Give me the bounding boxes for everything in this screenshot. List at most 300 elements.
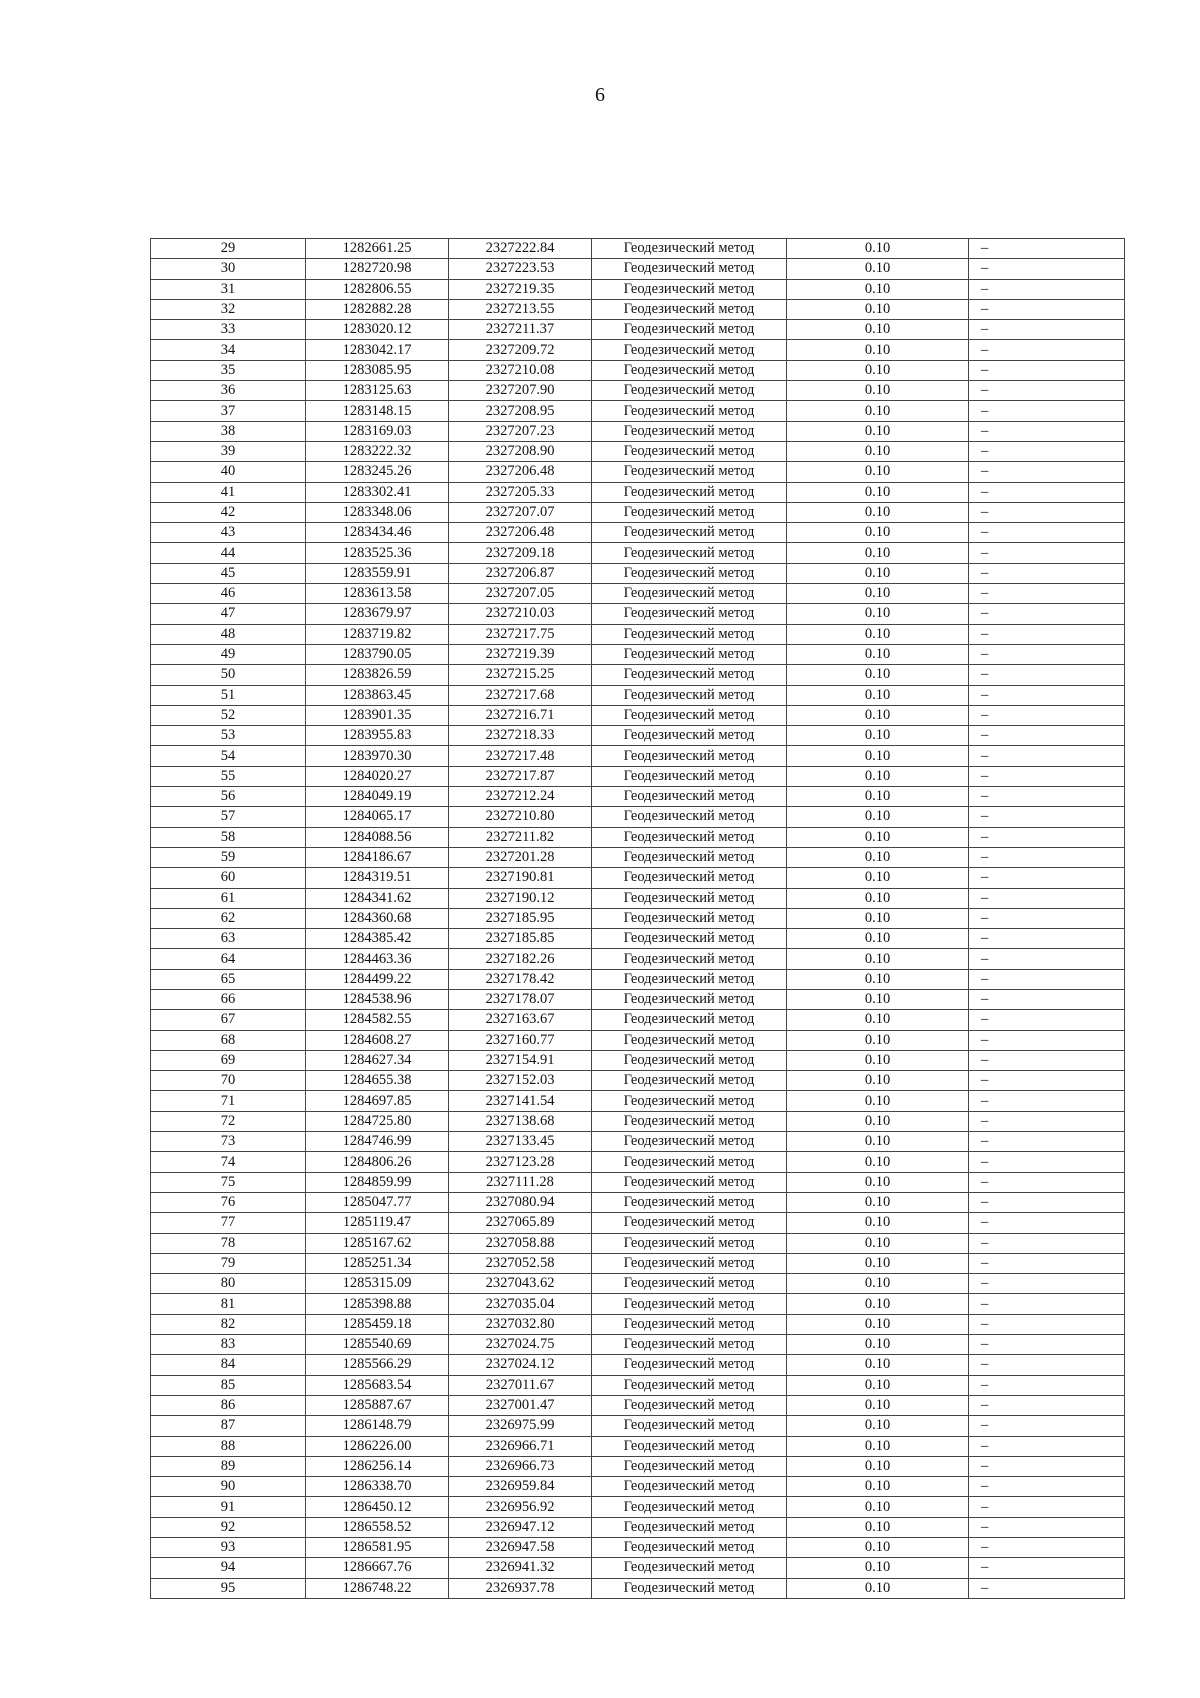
point-number-cell: 29 xyxy=(151,239,306,259)
point-number-cell: 87 xyxy=(151,1416,306,1436)
method-cell: Геодезический метод xyxy=(592,1375,787,1395)
description-cell: – xyxy=(969,320,1125,340)
accuracy-cell: 0.10 xyxy=(787,320,969,340)
description-cell: – xyxy=(969,360,1125,380)
method-cell: Геодезический метод xyxy=(592,685,787,705)
y-coordinate-cell: 2327207.07 xyxy=(449,502,592,522)
point-number-cell: 39 xyxy=(151,441,306,461)
y-coordinate-cell: 2327206.48 xyxy=(449,462,592,482)
point-number-cell: 38 xyxy=(151,421,306,441)
accuracy-cell: 0.10 xyxy=(787,1192,969,1212)
description-cell: – xyxy=(969,665,1125,685)
point-number-cell: 45 xyxy=(151,563,306,583)
x-coordinate-cell: 1283148.15 xyxy=(306,401,449,421)
accuracy-cell: 0.10 xyxy=(787,1436,969,1456)
accuracy-cell: 0.10 xyxy=(787,1030,969,1050)
x-coordinate-cell: 1284538.96 xyxy=(306,989,449,1009)
accuracy-cell: 0.10 xyxy=(787,1558,969,1578)
x-coordinate-cell: 1283719.82 xyxy=(306,624,449,644)
point-number-cell: 53 xyxy=(151,726,306,746)
table-row xyxy=(151,401,1125,421)
table-row xyxy=(151,1456,1125,1476)
point-number-cell: 59 xyxy=(151,847,306,867)
method-cell: Геодезический метод xyxy=(592,1132,787,1152)
method-cell: Геодезический метод xyxy=(592,1294,787,1314)
y-coordinate-cell: 2327209.72 xyxy=(449,340,592,360)
x-coordinate-cell: 1284697.85 xyxy=(306,1091,449,1111)
point-number-cell: 52 xyxy=(151,705,306,725)
description-cell: – xyxy=(969,989,1125,1009)
description-cell: – xyxy=(969,1477,1125,1497)
y-coordinate-cell: 2327154.91 xyxy=(449,1050,592,1070)
x-coordinate-cell: 1284088.56 xyxy=(306,827,449,847)
x-coordinate-cell: 1284499.22 xyxy=(306,969,449,989)
method-cell: Геодезический метод xyxy=(592,259,787,279)
accuracy-cell: 0.10 xyxy=(787,807,969,827)
point-number-cell: 94 xyxy=(151,1558,306,1578)
description-cell: – xyxy=(969,604,1125,624)
x-coordinate-cell: 1283613.58 xyxy=(306,584,449,604)
y-coordinate-cell: 2327207.05 xyxy=(449,584,592,604)
y-coordinate-cell: 2326941.32 xyxy=(449,1558,592,1578)
method-cell: Геодезический метод xyxy=(592,1456,787,1476)
accuracy-cell: 0.10 xyxy=(787,1111,969,1131)
y-coordinate-cell: 2327210.03 xyxy=(449,604,592,624)
point-number-cell: 47 xyxy=(151,604,306,624)
description-cell: – xyxy=(969,1274,1125,1294)
table-row xyxy=(151,523,1125,543)
y-coordinate-cell: 2327217.75 xyxy=(449,624,592,644)
y-coordinate-cell: 2327138.68 xyxy=(449,1111,592,1131)
y-coordinate-cell: 2327123.28 xyxy=(449,1152,592,1172)
table-row xyxy=(151,563,1125,583)
accuracy-cell: 0.10 xyxy=(787,1497,969,1517)
x-coordinate-cell: 1283679.97 xyxy=(306,604,449,624)
accuracy-cell: 0.10 xyxy=(787,1071,969,1091)
description-cell: – xyxy=(969,1497,1125,1517)
x-coordinate-cell: 1284746.99 xyxy=(306,1132,449,1152)
point-number-cell: 48 xyxy=(151,624,306,644)
accuracy-cell: 0.10 xyxy=(787,1294,969,1314)
y-coordinate-cell: 2327035.04 xyxy=(449,1294,592,1314)
description-cell: – xyxy=(969,929,1125,949)
y-coordinate-cell: 2327217.48 xyxy=(449,746,592,766)
point-number-cell: 33 xyxy=(151,320,306,340)
accuracy-cell: 0.10 xyxy=(787,360,969,380)
accuracy-cell: 0.10 xyxy=(787,584,969,604)
table-row xyxy=(151,908,1125,928)
accuracy-cell: 0.10 xyxy=(787,929,969,949)
point-number-cell: 35 xyxy=(151,360,306,380)
y-coordinate-cell: 2327178.42 xyxy=(449,969,592,989)
y-coordinate-cell: 2327163.67 xyxy=(449,1010,592,1030)
table-row xyxy=(151,969,1125,989)
table-row xyxy=(151,807,1125,827)
accuracy-cell: 0.10 xyxy=(787,543,969,563)
accuracy-cell: 0.10 xyxy=(787,827,969,847)
y-coordinate-cell: 2327001.47 xyxy=(449,1395,592,1415)
description-cell: – xyxy=(969,807,1125,827)
description-cell: – xyxy=(969,502,1125,522)
accuracy-cell: 0.10 xyxy=(787,1517,969,1537)
table-row xyxy=(151,381,1125,401)
table-row xyxy=(151,868,1125,888)
y-coordinate-cell: 2327152.03 xyxy=(449,1071,592,1091)
x-coordinate-cell: 1285398.88 xyxy=(306,1294,449,1314)
method-cell: Геодезический метод xyxy=(592,1538,787,1558)
y-coordinate-cell: 2327216.71 xyxy=(449,705,592,725)
table-row xyxy=(151,360,1125,380)
table-row xyxy=(151,746,1125,766)
description-cell: – xyxy=(969,787,1125,807)
method-cell: Геодезический метод xyxy=(592,624,787,644)
point-number-cell: 58 xyxy=(151,827,306,847)
x-coordinate-cell: 1285167.62 xyxy=(306,1233,449,1253)
method-cell: Геодезический метод xyxy=(592,868,787,888)
accuracy-cell: 0.10 xyxy=(787,705,969,725)
x-coordinate-cell: 1283042.17 xyxy=(306,340,449,360)
point-number-cell: 31 xyxy=(151,279,306,299)
description-cell: – xyxy=(969,1416,1125,1436)
method-cell: Геодезический метод xyxy=(592,705,787,725)
point-number-cell: 66 xyxy=(151,989,306,1009)
method-cell: Геодезический метод xyxy=(592,340,787,360)
description-cell: – xyxy=(969,685,1125,705)
method-cell: Геодезический метод xyxy=(592,827,787,847)
method-cell: Геодезический метод xyxy=(592,665,787,685)
point-number-cell: 60 xyxy=(151,868,306,888)
description-cell: – xyxy=(969,1111,1125,1131)
point-number-cell: 89 xyxy=(151,1456,306,1476)
table-row xyxy=(151,482,1125,502)
y-coordinate-cell: 2327210.80 xyxy=(449,807,592,827)
description-cell: – xyxy=(969,279,1125,299)
x-coordinate-cell: 1284186.67 xyxy=(306,847,449,867)
description-cell: – xyxy=(969,584,1125,604)
method-cell: Геодезический метод xyxy=(592,299,787,319)
x-coordinate-cell: 1286748.22 xyxy=(306,1578,449,1598)
accuracy-cell: 0.10 xyxy=(787,1477,969,1497)
table-row xyxy=(151,827,1125,847)
x-coordinate-cell: 1286256.14 xyxy=(306,1456,449,1476)
y-coordinate-cell: 2327209.18 xyxy=(449,543,592,563)
x-coordinate-cell: 1286667.76 xyxy=(306,1558,449,1578)
point-number-cell: 76 xyxy=(151,1192,306,1212)
description-cell: – xyxy=(969,259,1125,279)
accuracy-cell: 0.10 xyxy=(787,1538,969,1558)
y-coordinate-cell: 2327212.24 xyxy=(449,787,592,807)
description-cell: – xyxy=(969,239,1125,259)
point-number-cell: 69 xyxy=(151,1050,306,1070)
accuracy-cell: 0.10 xyxy=(787,847,969,867)
point-number-cell: 74 xyxy=(151,1152,306,1172)
x-coordinate-cell: 1283302.41 xyxy=(306,482,449,502)
method-cell: Геодезический метод xyxy=(592,1091,787,1111)
x-coordinate-cell: 1284582.55 xyxy=(306,1010,449,1030)
accuracy-cell: 0.10 xyxy=(787,441,969,461)
y-coordinate-cell: 2327043.62 xyxy=(449,1274,592,1294)
accuracy-cell: 0.10 xyxy=(787,523,969,543)
accuracy-cell: 0.10 xyxy=(787,908,969,928)
y-coordinate-cell: 2326947.12 xyxy=(449,1517,592,1537)
point-number-cell: 44 xyxy=(151,543,306,563)
method-cell: Геодезический метод xyxy=(592,604,787,624)
method-cell: Геодезический метод xyxy=(592,320,787,340)
accuracy-cell: 0.10 xyxy=(787,624,969,644)
method-cell: Геодезический метод xyxy=(592,543,787,563)
y-coordinate-cell: 2327178.07 xyxy=(449,989,592,1009)
point-number-cell: 37 xyxy=(151,401,306,421)
table-row xyxy=(151,1436,1125,1456)
table-row xyxy=(151,624,1125,644)
table-row xyxy=(151,1558,1125,1578)
table-row xyxy=(151,726,1125,746)
y-coordinate-cell: 2327213.55 xyxy=(449,299,592,319)
table-row xyxy=(151,1538,1125,1558)
accuracy-cell: 0.10 xyxy=(787,401,969,421)
table-row xyxy=(151,1152,1125,1172)
table-row xyxy=(151,502,1125,522)
x-coordinate-cell: 1284385.42 xyxy=(306,929,449,949)
x-coordinate-cell: 1285887.67 xyxy=(306,1395,449,1415)
description-cell: – xyxy=(969,908,1125,928)
point-number-cell: 41 xyxy=(151,482,306,502)
table-row xyxy=(151,1030,1125,1050)
method-cell: Геодезический метод xyxy=(592,1517,787,1537)
description-cell: – xyxy=(969,1436,1125,1456)
x-coordinate-cell: 1283169.03 xyxy=(306,421,449,441)
description-cell: – xyxy=(969,1152,1125,1172)
y-coordinate-cell: 2327133.45 xyxy=(449,1132,592,1152)
method-cell: Геодезический метод xyxy=(592,1010,787,1030)
y-coordinate-cell: 2326937.78 xyxy=(449,1578,592,1598)
x-coordinate-cell: 1286148.79 xyxy=(306,1416,449,1436)
table-row xyxy=(151,989,1125,1009)
y-coordinate-cell: 2327185.85 xyxy=(449,929,592,949)
method-cell: Геодезический метод xyxy=(592,908,787,928)
table-row xyxy=(151,584,1125,604)
x-coordinate-cell: 1283970.30 xyxy=(306,746,449,766)
accuracy-cell: 0.10 xyxy=(787,340,969,360)
table-row xyxy=(151,888,1125,908)
coordinates-table-body xyxy=(151,239,1125,1599)
description-cell: – xyxy=(969,462,1125,482)
method-cell: Геодезический метод xyxy=(592,462,787,482)
point-number-cell: 88 xyxy=(151,1436,306,1456)
method-cell: Геодезический метод xyxy=(592,421,787,441)
description-cell: – xyxy=(969,888,1125,908)
accuracy-cell: 0.10 xyxy=(787,766,969,786)
x-coordinate-cell: 1284859.99 xyxy=(306,1172,449,1192)
y-coordinate-cell: 2327141.54 xyxy=(449,1091,592,1111)
accuracy-cell: 0.10 xyxy=(787,888,969,908)
table-row xyxy=(151,1091,1125,1111)
y-coordinate-cell: 2327201.28 xyxy=(449,847,592,867)
y-coordinate-cell: 2327011.67 xyxy=(449,1375,592,1395)
y-coordinate-cell: 2327208.95 xyxy=(449,401,592,421)
accuracy-cell: 0.10 xyxy=(787,644,969,664)
method-cell: Геодезический метод xyxy=(592,1233,787,1253)
method-cell: Геодезический метод xyxy=(592,239,787,259)
x-coordinate-cell: 1282661.25 xyxy=(306,239,449,259)
y-coordinate-cell: 2326966.73 xyxy=(449,1456,592,1476)
description-cell: – xyxy=(969,340,1125,360)
y-coordinate-cell: 2327217.87 xyxy=(449,766,592,786)
y-coordinate-cell: 2327207.90 xyxy=(449,381,592,401)
method-cell: Геодезический метод xyxy=(592,949,787,969)
y-coordinate-cell: 2327205.33 xyxy=(449,482,592,502)
y-coordinate-cell: 2327219.39 xyxy=(449,644,592,664)
description-cell: – xyxy=(969,1172,1125,1192)
x-coordinate-cell: 1284725.80 xyxy=(306,1111,449,1131)
description-cell: – xyxy=(969,1395,1125,1415)
point-number-cell: 82 xyxy=(151,1314,306,1334)
point-number-cell: 36 xyxy=(151,381,306,401)
accuracy-cell: 0.10 xyxy=(787,563,969,583)
table-row xyxy=(151,1213,1125,1233)
method-cell: Геодезический метод xyxy=(592,1050,787,1070)
point-number-cell: 80 xyxy=(151,1274,306,1294)
description-cell: – xyxy=(969,401,1125,421)
point-number-cell: 57 xyxy=(151,807,306,827)
table-row xyxy=(151,604,1125,624)
method-cell: Геодезический метод xyxy=(592,1030,787,1050)
accuracy-cell: 0.10 xyxy=(787,604,969,624)
accuracy-cell: 0.10 xyxy=(787,949,969,969)
x-coordinate-cell: 1283348.06 xyxy=(306,502,449,522)
table-row xyxy=(151,1111,1125,1131)
point-number-cell: 61 xyxy=(151,888,306,908)
table-row xyxy=(151,1375,1125,1395)
point-number-cell: 65 xyxy=(151,969,306,989)
table-row xyxy=(151,1071,1125,1091)
method-cell: Геодезический метод xyxy=(592,726,787,746)
accuracy-cell: 0.10 xyxy=(787,868,969,888)
table-row xyxy=(151,1314,1125,1334)
point-number-cell: 83 xyxy=(151,1335,306,1355)
y-coordinate-cell: 2326959.84 xyxy=(449,1477,592,1497)
y-coordinate-cell: 2327058.88 xyxy=(449,1233,592,1253)
description-cell: – xyxy=(969,523,1125,543)
method-cell: Геодезический метод xyxy=(592,1111,787,1131)
description-cell: – xyxy=(969,1091,1125,1111)
point-number-cell: 70 xyxy=(151,1071,306,1091)
point-number-cell: 56 xyxy=(151,787,306,807)
x-coordinate-cell: 1283222.32 xyxy=(306,441,449,461)
point-number-cell: 71 xyxy=(151,1091,306,1111)
table-row xyxy=(151,665,1125,685)
method-cell: Геодезический метод xyxy=(592,888,787,908)
table-row xyxy=(151,279,1125,299)
description-cell: – xyxy=(969,1558,1125,1578)
page-number: 6 xyxy=(595,84,605,106)
table-row xyxy=(151,1132,1125,1152)
method-cell: Геодезический метод xyxy=(592,989,787,1009)
x-coordinate-cell: 1285119.47 xyxy=(306,1213,449,1233)
description-cell: – xyxy=(969,1294,1125,1314)
x-coordinate-cell: 1283245.26 xyxy=(306,462,449,482)
table-row xyxy=(151,705,1125,725)
method-cell: Геодезический метод xyxy=(592,1497,787,1517)
description-cell: – xyxy=(969,827,1125,847)
x-coordinate-cell: 1283790.05 xyxy=(306,644,449,664)
method-cell: Геодезический метод xyxy=(592,584,787,604)
accuracy-cell: 0.10 xyxy=(787,299,969,319)
table-row xyxy=(151,1172,1125,1192)
description-cell: – xyxy=(969,482,1125,502)
description-cell: – xyxy=(969,563,1125,583)
method-cell: Геодезический метод xyxy=(592,1416,787,1436)
y-coordinate-cell: 2327190.12 xyxy=(449,888,592,908)
method-cell: Геодезический метод xyxy=(592,1395,787,1415)
description-cell: – xyxy=(969,1050,1125,1070)
y-coordinate-cell: 2327182.26 xyxy=(449,949,592,969)
description-cell: – xyxy=(969,1132,1125,1152)
point-number-cell: 92 xyxy=(151,1517,306,1537)
y-coordinate-cell: 2327206.87 xyxy=(449,563,592,583)
description-cell: – xyxy=(969,1192,1125,1212)
x-coordinate-cell: 1283559.91 xyxy=(306,563,449,583)
y-coordinate-cell: 2327111.28 xyxy=(449,1172,592,1192)
accuracy-cell: 0.10 xyxy=(787,969,969,989)
method-cell: Геодезический метод xyxy=(592,1578,787,1598)
accuracy-cell: 0.10 xyxy=(787,1375,969,1395)
description-cell: – xyxy=(969,1456,1125,1476)
point-number-cell: 95 xyxy=(151,1578,306,1598)
y-coordinate-cell: 2327032.80 xyxy=(449,1314,592,1334)
method-cell: Геодезический метод xyxy=(592,746,787,766)
description-cell: – xyxy=(969,624,1125,644)
method-cell: Геодезический метод xyxy=(592,1192,787,1212)
accuracy-cell: 0.10 xyxy=(787,1456,969,1476)
accuracy-cell: 0.10 xyxy=(787,1274,969,1294)
x-coordinate-cell: 1283863.45 xyxy=(306,685,449,705)
table-row xyxy=(151,1578,1125,1598)
point-number-cell: 32 xyxy=(151,299,306,319)
description-cell: – xyxy=(969,299,1125,319)
y-coordinate-cell: 2327223.53 xyxy=(449,259,592,279)
accuracy-cell: 0.10 xyxy=(787,989,969,1009)
x-coordinate-cell: 1284049.19 xyxy=(306,787,449,807)
point-number-cell: 78 xyxy=(151,1233,306,1253)
method-cell: Геодезический метод xyxy=(592,787,787,807)
y-coordinate-cell: 2327207.23 xyxy=(449,421,592,441)
table-row xyxy=(151,543,1125,563)
accuracy-cell: 0.10 xyxy=(787,1416,969,1436)
method-cell: Геодезический метод xyxy=(592,644,787,664)
table-row xyxy=(151,1395,1125,1415)
x-coordinate-cell: 1282720.98 xyxy=(306,259,449,279)
x-coordinate-cell: 1285251.34 xyxy=(306,1253,449,1273)
description-cell: – xyxy=(969,847,1125,867)
accuracy-cell: 0.10 xyxy=(787,1091,969,1111)
description-cell: – xyxy=(969,644,1125,664)
y-coordinate-cell: 2327080.94 xyxy=(449,1192,592,1212)
x-coordinate-cell: 1283085.95 xyxy=(306,360,449,380)
table-row xyxy=(151,1274,1125,1294)
x-coordinate-cell: 1284806.26 xyxy=(306,1152,449,1172)
method-cell: Геодезический метод xyxy=(592,279,787,299)
x-coordinate-cell: 1286338.70 xyxy=(306,1477,449,1497)
method-cell: Геодезический метод xyxy=(592,441,787,461)
x-coordinate-cell: 1284360.68 xyxy=(306,908,449,928)
accuracy-cell: 0.10 xyxy=(787,1172,969,1192)
point-number-cell: 43 xyxy=(151,523,306,543)
x-coordinate-cell: 1286581.95 xyxy=(306,1538,449,1558)
table-row xyxy=(151,1010,1125,1030)
accuracy-cell: 0.10 xyxy=(787,421,969,441)
description-cell: – xyxy=(969,1233,1125,1253)
